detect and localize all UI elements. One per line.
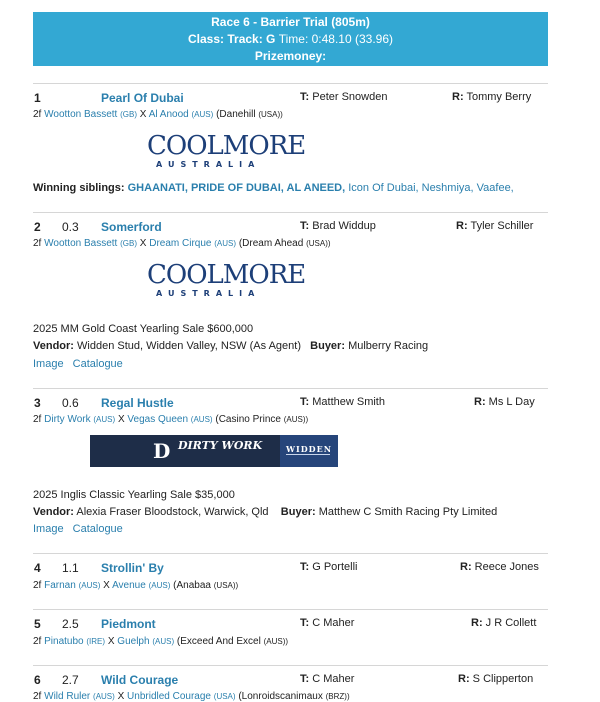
runner-row (33, 91, 548, 107)
sale-links (33, 523, 123, 535)
rider-name: Tyler Schiller (470, 220, 534, 232)
cross-x: X (139, 238, 147, 249)
trainer-name: Peter Snowden (312, 91, 388, 103)
vendor-name: Alexia Fraser Bloodstock, Warwick, Qld (76, 506, 269, 518)
divider (33, 388, 548, 389)
trainer-name: C Maher (312, 617, 355, 629)
race-prizemoney: Prizemoney: (254, 49, 327, 63)
race-class-time (33, 31, 548, 48)
pedigree (33, 580, 238, 591)
divider (33, 553, 548, 554)
rider-name: Ms L Day (488, 396, 535, 408)
sale-info: 2025 MM Gold Coast Yearling Sale $600,000 (33, 323, 254, 335)
damsire: (Casino Prince (AUS)) (215, 414, 309, 425)
damsire: (Exceed And Excel (AUS)) (176, 636, 289, 647)
race-class-track: Class: Track: G (188, 32, 276, 46)
dirty-work-banner (90, 435, 338, 467)
runner-row (33, 396, 548, 412)
trainer-info: T: Matthew Smith (300, 396, 385, 408)
pedigree (33, 109, 283, 120)
rider-label: R: (452, 91, 464, 103)
dam-link[interactable]: Unbridled Courage (USA) (127, 691, 236, 702)
dam-link[interactable]: Avenue (AUS) (112, 580, 171, 591)
rider-info: R: J R Collett (471, 617, 537, 629)
catalogue-link[interactable]: Catalogue (72, 358, 123, 370)
sire-link[interactable]: Dirty Work (AUS) (44, 414, 116, 425)
rider-info: R: S Clipperton (458, 673, 534, 685)
coolmore-logo: COOLMORE AUSTRALIA (147, 260, 306, 298)
sire-link[interactable]: Farnan (AUS) (44, 580, 101, 591)
sire-link[interactable]: Wootton Bassett (GB) (44, 238, 137, 249)
horse-name-link[interactable]: Pearl Of Dubai (101, 91, 184, 105)
vendor-name: Widden Stud, Widden Valley, NSW (As Agent) (77, 340, 301, 352)
buyer-label: Buyer: (310, 340, 345, 352)
finish-margin: 2.5 (62, 617, 79, 631)
buyer-name: Matthew C Smith Racing Pty Limited (318, 506, 498, 518)
buyer-name: Mulberry Racing (348, 340, 429, 352)
siblings-label: Winning siblings: (33, 182, 125, 194)
trainer-name: G Portelli (312, 561, 358, 573)
age-sex: 2f (33, 414, 42, 425)
winning-siblings (33, 182, 514, 194)
age-sex: 2f (33, 636, 42, 647)
damsire: (Anabaa (USA)) (173, 580, 239, 591)
trainer-info: T: G Portelli (300, 561, 358, 573)
finish-margin: 0.3 (62, 220, 79, 234)
pedigree (33, 238, 331, 249)
horse-name-link[interactable]: Strollin' By (101, 561, 164, 575)
horse-name-link[interactable]: Somerford (101, 220, 162, 234)
age-sex: 2f (33, 109, 42, 120)
divider (33, 665, 548, 666)
rider-info: R: Ms L Day (474, 396, 535, 408)
finish-margin: 2.7 (62, 673, 79, 687)
trainer-name: Brad Widdup (312, 220, 376, 232)
trainer-info (300, 91, 387, 103)
catalogue-link[interactable]: Catalogue (72, 523, 123, 535)
trainer-name: C Maher (312, 673, 355, 685)
vendor-buyer (33, 340, 428, 352)
sire-link[interactable]: Wootton Bassett (GB) (44, 109, 137, 120)
sale-info: 2025 Inglis Classic Yearling Sale $35,000 (33, 489, 235, 501)
finish-position: 1 (34, 91, 41, 105)
coolmore-logo: COOLMORE AUSTRALIA (147, 131, 306, 169)
finish-margin: 1.1 (62, 561, 79, 575)
runner-row (33, 673, 548, 689)
buyer-label: Buyer: (280, 506, 316, 518)
race-title: Race 6 - Barrier Trial (805m) (211, 15, 370, 29)
race-header (33, 12, 548, 66)
runner-row (33, 617, 548, 633)
dam-link[interactable]: Dream Cirque (AUS) (149, 238, 237, 249)
damsire: (Dream Ahead (USA)) (238, 238, 331, 249)
horse-name-link[interactable]: Piedmont (101, 617, 156, 631)
age-sex: 2f (33, 691, 42, 702)
image-link[interactable]: Image (33, 523, 64, 535)
trainer-info: T: C Maher (300, 617, 355, 629)
cross-x: X (107, 636, 115, 647)
cross-x: X (117, 691, 125, 702)
dirty-work-mark-icon: D (153, 439, 171, 463)
finish-position: 4 (34, 561, 41, 575)
rider-info: R: Tyler Schiller (456, 220, 534, 232)
rider-info (452, 91, 531, 103)
vendor-label: Vendor: (33, 340, 74, 352)
vendor-buyer (33, 506, 497, 518)
finish-margin: 0.6 (62, 396, 79, 410)
trainer-info: T: Brad Widdup (300, 220, 376, 232)
rider-info: R: Reece Jones (460, 561, 539, 573)
race-time: Time: 0:48.10 (33.96) (278, 32, 393, 46)
runner-row (33, 220, 548, 236)
damsire: (Danehill (USA)) (216, 109, 283, 120)
runner-row (33, 561, 548, 577)
divider (33, 83, 548, 84)
pedigree (33, 414, 308, 425)
widden-logo: WIDDEN (280, 435, 338, 467)
cross-x: X (117, 414, 125, 425)
age-sex: 2f (33, 580, 42, 591)
dam-link[interactable]: Guelph (AUS) (117, 636, 175, 647)
age-sex: 2f (33, 238, 42, 249)
pedigree (33, 636, 288, 647)
sire-link[interactable]: Wild Ruler (AUS) (44, 691, 115, 702)
trainer-name: Matthew Smith (312, 396, 385, 408)
vendor-label: Vendor: (33, 506, 74, 518)
cross-x: X (103, 580, 110, 591)
divider (33, 609, 548, 610)
trainer-label: T: (300, 91, 310, 103)
finish-position: 3 (34, 396, 41, 410)
damsire: (Lonroidscanimaux (BRZ)) (238, 691, 350, 702)
dam-link[interactable]: Vegas Queen (AUS) (127, 414, 213, 425)
dam-link[interactable]: Al Anood (AUS) (148, 109, 214, 120)
sire-link[interactable]: Pinatubo (IRE) (44, 636, 106, 647)
rider-name: J R Collett (485, 617, 537, 629)
horse-name-link[interactable]: Wild Courage (101, 673, 179, 687)
cross-x: X (139, 109, 147, 120)
finish-position: 6 (34, 673, 41, 687)
rider-name: Reece Jones (474, 561, 539, 573)
finish-position: 5 (34, 617, 41, 631)
banner-left-text: DIRTY WORK (178, 439, 263, 452)
siblings-links[interactable]: Icon Of Dubai, Neshmiya, Vaafee, (348, 182, 514, 194)
siblings-stakes-links[interactable]: GHAANATI, PRIDE OF DUBAI, AL ANEED, (127, 182, 346, 194)
finish-position: 2 (34, 220, 41, 234)
image-link[interactable]: Image (33, 358, 64, 370)
rider-name: S Clipperton (472, 673, 534, 685)
divider (33, 212, 548, 213)
rider-name: Tommy Berry (466, 91, 532, 103)
horse-name-link[interactable]: Regal Hustle (101, 396, 174, 410)
sale-links (33, 358, 123, 370)
trainer-info: T: C Maher (300, 673, 355, 685)
